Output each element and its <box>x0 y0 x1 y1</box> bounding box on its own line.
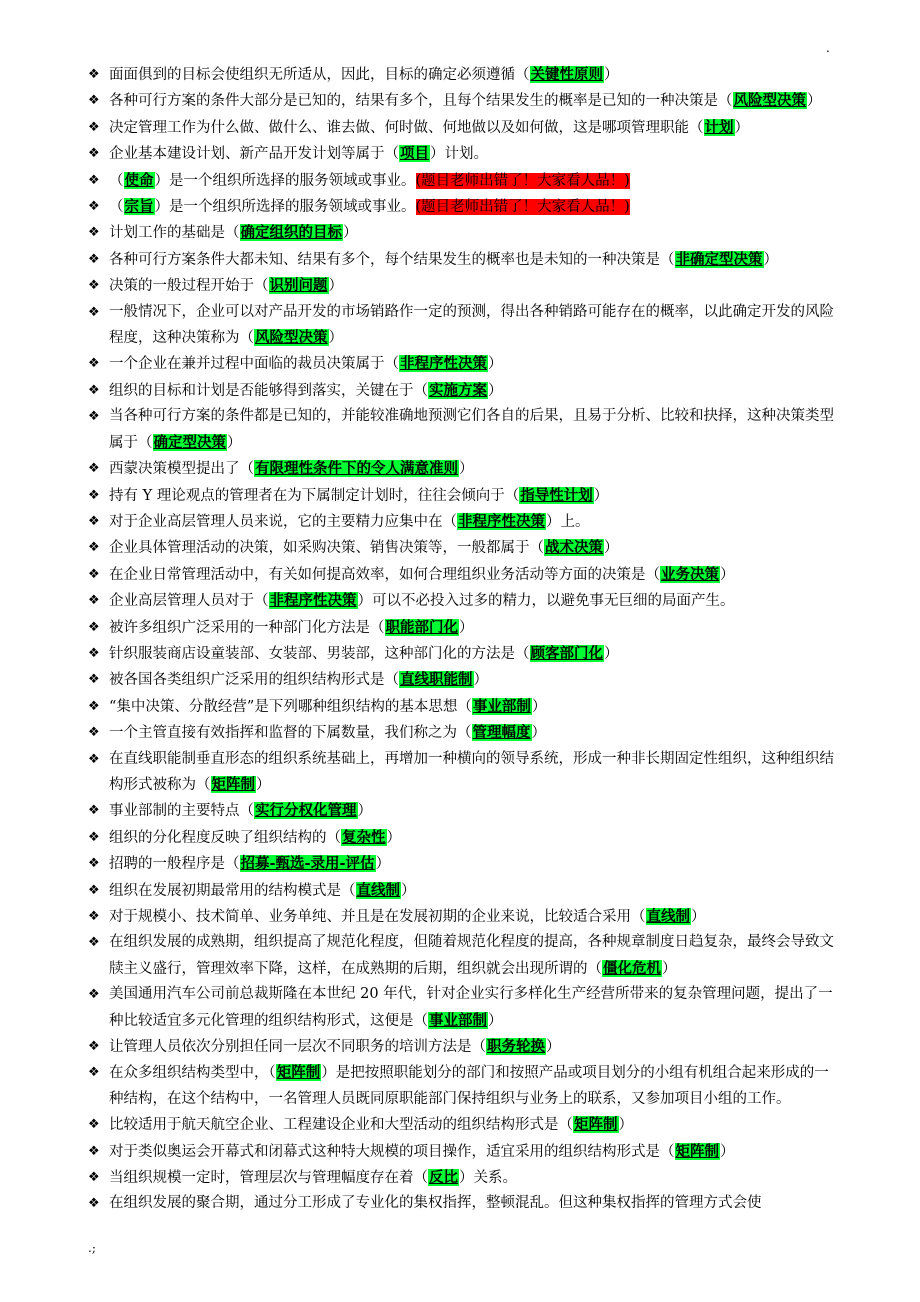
question-text-tail: ） <box>227 434 242 451</box>
question-text: 被各国各类组织广泛采用的组织结构形式是（ <box>109 672 399 689</box>
answer-highlight: 矩阵制 <box>675 1142 719 1160</box>
diamond-bullet-icon: ❖ <box>88 461 100 477</box>
question-text-tail: ） <box>604 540 619 557</box>
diamond-bullet-icon: ❖ <box>88 67 100 82</box>
question-text: 招聘的一般程序是（ <box>109 856 240 873</box>
diamond-bullet-icon: ❖ <box>88 593 100 609</box>
diamond-bullet-icon: ❖ <box>88 882 100 898</box>
diamond-bullet-icon: ❖ <box>88 909 100 924</box>
list-item <box>0 1060 920 1112</box>
question-text-tail: ） <box>459 619 474 636</box>
answer-highlight: 实行分权化管理 <box>255 802 357 820</box>
answer-highlight: 风险型决策 <box>255 329 328 347</box>
list-item <box>0 456 920 482</box>
list-item <box>0 351 920 377</box>
answer-highlight: 反比 <box>429 1169 458 1187</box>
diamond-bullet-icon: ❖ <box>88 725 100 741</box>
answer-highlight: 直线制 <box>356 881 400 899</box>
list-item <box>0 904 920 930</box>
answer-highlight: 招募-甄选-录用-评估 <box>240 855 375 873</box>
question-text-tail: ） <box>691 909 706 925</box>
question-text: 企业具体管理活动的决策，如采购决策、销售决策等，一般都属于（ <box>109 540 544 557</box>
question-text: 企业基本建设计划、新产品开发计划等属于（ <box>109 146 399 163</box>
list-item <box>0 483 920 509</box>
list-item <box>0 168 920 194</box>
question-text: 让管理人员依次分别担任同一层次不同职务的培训方法是（ <box>109 1039 486 1056</box>
question-text: 组织的分化程度反映了组织结构的（ <box>109 829 341 846</box>
list-item <box>0 878 920 904</box>
list-item <box>0 1034 920 1060</box>
diamond-bullet-icon: ❖ <box>88 829 100 845</box>
answer-highlight: 矩阵制 <box>574 1116 618 1134</box>
list-item <box>0 982 920 1034</box>
question-text-tail: ） <box>459 461 474 478</box>
question-text: 持有 Y 理论观点的管理者在为下属制定计划时，往往会倾向于（ <box>109 487 520 504</box>
question-text-tail: ） <box>734 119 749 136</box>
list-item <box>0 615 920 641</box>
diamond-bullet-icon: ❖ <box>88 119 100 135</box>
answer-highlight: 确定型决策 <box>153 433 226 451</box>
teacher-error-note: (题目老师出错了！大家看人品！) <box>415 199 630 216</box>
answer-highlight: 非程序性决策 <box>269 592 357 610</box>
list-item <box>0 1139 920 1165</box>
question-text-tail: ） <box>357 803 372 820</box>
question-text: 对于规模小、技术简单、业务单纯、并且是在发展初期的企业来说，比较适合采用（ <box>109 909 646 925</box>
question-text-tail: ） <box>720 1143 735 1160</box>
teacher-error-note: (题目老师出错了！大家看人品！) <box>415 172 630 189</box>
question-text: 面面俱到的目标会使组织无所适从，因此，目标的确定必须遵循（ <box>109 67 530 83</box>
answer-highlight: 管理幅度 <box>472 724 531 742</box>
question-text-tail: ）关系。 <box>459 1170 517 1187</box>
question-text-tail: ） <box>763 251 778 268</box>
question-text-tail: ） <box>618 1117 633 1134</box>
diamond-bullet-icon: ❖ <box>88 751 100 767</box>
question-text-tail: ） <box>604 645 619 662</box>
question-text-tail: ） <box>593 487 609 504</box>
question-text: （ <box>109 172 124 189</box>
question-text: 对于类似奥运会开幕式和闭幕式这种特大规模的项目操作，适宜采用的组织结构形式是（ <box>109 1143 675 1160</box>
question-text-tail: ） <box>343 225 358 242</box>
list-item <box>0 562 920 588</box>
answer-highlight: 风险型决策 <box>733 92 806 110</box>
question-text-tail: ）上。 <box>546 513 590 530</box>
diamond-bullet-icon: ❖ <box>88 566 100 582</box>
question-text-tail: ）是一个组织所选择的服务领域或事业。 <box>154 172 416 189</box>
question-text: “集中决策、分散经营”是下列哪种组织结构的基本思想（ <box>109 698 472 715</box>
answer-highlight: 职务轮换 <box>487 1038 545 1056</box>
answer-highlight: 确定组织的目标 <box>240 224 342 242</box>
question-text-tail: ）计划。 <box>430 146 488 163</box>
answer-highlight: 僵化危机 <box>603 959 661 977</box>
list-item <box>0 141 920 167</box>
question-text: 一个企业在兼并过程中面临的裁员决策属于（ <box>109 356 399 373</box>
list-item <box>0 720 920 746</box>
answer-highlight: 直线职能制 <box>400 671 473 689</box>
question-text: 在企业日常管理活动中，有关如何提高效率，如何合理组织业务活动等方面的决策是（ <box>109 566 660 583</box>
diamond-bullet-icon: ❖ <box>88 935 100 951</box>
question-text-tail: ） <box>488 1012 503 1029</box>
list-item <box>0 667 920 693</box>
answer-highlight: 非程序性决策 <box>400 355 487 373</box>
answer-highlight: 关键性原则 <box>530 66 603 83</box>
question-text-tail: ） <box>488 382 503 399</box>
question-text: （ <box>109 199 124 216</box>
question-text: 事业部制的主要特点（ <box>109 803 254 820</box>
diamond-bullet-icon: ❖ <box>88 1196 100 1212</box>
question-text-tail: ）是一个组织所选择的服务领域或事业。 <box>154 199 416 216</box>
answer-highlight: 矩阵制 <box>211 775 255 793</box>
list-item <box>0 247 920 273</box>
diamond-bullet-icon: ❖ <box>88 1039 100 1055</box>
question-text: 美国通用汽车公司前总裁斯隆在本世纪 20 年代，针对企业实行多样化生产经营所带来的复杂管理问题，提出了一种比较适宜多元化管理的组织结构形式，这便是（ <box>109 986 833 1029</box>
list-item <box>0 1112 920 1138</box>
question-text: 决策的一般过程开始于（ <box>109 278 269 295</box>
question-text-tail: ）可以不必投入过多的精力，以避免事无巨细的局面产生。 <box>357 593 735 610</box>
answer-highlight: 有限理性条件下的令人满意准则 <box>255 460 458 478</box>
diamond-bullet-icon: ❖ <box>88 513 100 529</box>
question-text: 各种可行方案条件大都未知、结果有多个，每个结果发生的概率也是未知的一种决策是（ <box>109 251 675 268</box>
answer-highlight: 识别问题 <box>269 277 328 295</box>
diamond-bullet-icon: ❖ <box>88 1143 100 1159</box>
question-text-tail: ） <box>546 1039 561 1056</box>
diamond-bullet-icon: ❖ <box>88 172 100 188</box>
list-item <box>0 825 920 851</box>
question-text-tail: ） <box>386 829 401 846</box>
list-item <box>0 930 920 982</box>
answer-highlight: 顾客部门化 <box>530 644 603 662</box>
list-item <box>0 115 920 141</box>
question-text: 比较适用于航天航空企业、工程建设企业和大型活动的组织结构形式是（ <box>109 1117 573 1134</box>
question-text: 一个主管直接有效指挥和监督的下属数量，我们称之为（ <box>109 725 472 742</box>
diamond-bullet-icon: ❖ <box>88 540 100 556</box>
list-item <box>0 1191 920 1216</box>
answer-highlight: 使命 <box>124 171 154 189</box>
list-item <box>0 273 920 299</box>
question-text-tail: ） <box>328 278 343 295</box>
question-text-tail: ） <box>604 67 619 83</box>
question-text-tail: ） <box>375 856 391 873</box>
page-mark-bottom: .; <box>88 1241 96 1255</box>
answer-highlight: 战术决策 <box>545 539 603 557</box>
diamond-bullet-icon: ❖ <box>88 225 100 241</box>
answer-highlight: 事业部制 <box>472 697 531 715</box>
question-text-tail: ） <box>531 725 546 742</box>
question-text: 在组织发展的成熟期，组织提高了规范化程度，但随着规范化程度的提高，各种规章制度日趋复杂，最终会导致文牍主义盛行，管理效率下降，这样，在成熟期的后期，组织就会出现所谓的（ <box>109 934 834 977</box>
diamond-bullet-icon: ❖ <box>88 356 100 372</box>
question-text: 各种可行方案的条件大部分是已知的，结果有多个，且每个结果发生的概率是已知的一种决策是（ <box>109 93 733 110</box>
question-text: 决定管理工作为什么做、做什么、谁去做、何时做、何地做以及如何做，这是哪项管理职能（ <box>109 119 704 136</box>
list-item <box>0 747 920 799</box>
list-item <box>0 300 920 352</box>
diamond-bullet-icon: ❖ <box>88 487 100 503</box>
question-text-tail: ） <box>256 776 271 793</box>
diamond-bullet-icon: ❖ <box>88 251 100 267</box>
question-text: 在组织发展的聚合期，通过分工形成了专业化的集权指挥，整顿混乱。但这种集权指挥的管理方式会使 <box>109 1195 762 1212</box>
question-text: 当组织规模一定时，管理层次与管理幅度存在着（ <box>109 1170 428 1187</box>
list-item <box>0 378 920 404</box>
answer-highlight: 计划 <box>704 118 734 136</box>
question-list <box>0 62 920 1217</box>
diamond-bullet-icon: ❖ <box>88 1170 100 1186</box>
question-text-tail: ） <box>720 566 735 583</box>
diamond-bullet-icon: ❖ <box>88 278 100 294</box>
list-item <box>0 851 920 877</box>
answer-highlight: 非程序性决策 <box>458 512 545 530</box>
question-text-tail: ） <box>328 330 343 347</box>
list-item <box>0 694 920 720</box>
diamond-bullet-icon: ❖ <box>88 672 100 688</box>
list-item <box>0 220 920 246</box>
diamond-bullet-icon: ❖ <box>88 803 100 819</box>
list-item <box>0 798 920 824</box>
question-text-tail: ）是把按照职能划分的部门和按照产品或项目划分的小组有机组合起来形成的一种结构，在这个结构中，一名管理人员既同原职能部门保持组织与业务上的联系，又参加项目小组的工作。 <box>109 1065 829 1107</box>
answer-highlight: 非确定型决策 <box>675 250 763 268</box>
list-item <box>0 194 920 220</box>
question-text: 企业高层管理人员对于（ <box>109 593 269 610</box>
list-item <box>0 1165 920 1191</box>
question-text-tail: ） <box>807 93 822 110</box>
question-text: 针织服装商店设童装部、女装部、男装部，这种部门化的方法是（ <box>109 645 530 662</box>
diamond-bullet-icon: ❖ <box>88 619 100 635</box>
diamond-bullet-icon: ❖ <box>88 304 100 320</box>
diamond-bullet-icon: ❖ <box>88 382 100 398</box>
list-item <box>0 641 920 667</box>
question-text: 对于企业高层管理人员来说，它的主要精力应集中在（ <box>109 513 457 530</box>
list-item <box>0 88 920 114</box>
diamond-bullet-icon: ❖ <box>88 1117 100 1133</box>
question-text: 在众多组织结构类型中，（ <box>109 1065 276 1082</box>
question-text-tail: ） <box>531 698 547 715</box>
diamond-bullet-icon: ❖ <box>88 409 100 425</box>
question-text: 计划工作的基础是（ <box>109 225 240 242</box>
diamond-bullet-icon: ❖ <box>88 199 100 215</box>
answer-highlight: 职能部门化 <box>385 618 458 636</box>
list-item <box>0 509 920 535</box>
question-text: 组织的目标和计划是否能够得到落实，关键在于（ <box>109 382 428 399</box>
list-item <box>0 62 920 88</box>
list-item <box>0 535 920 561</box>
diamond-bullet-icon: ❖ <box>88 856 100 872</box>
list-item <box>0 588 920 614</box>
answer-highlight: 业务决策 <box>661 565 719 583</box>
diamond-bullet-icon: ❖ <box>88 698 100 714</box>
diamond-bullet-icon: ❖ <box>88 146 100 162</box>
page-mark-top: . <box>826 41 830 55</box>
answer-highlight: 实施方案 <box>429 381 487 399</box>
question-text-tail: ） <box>401 882 416 899</box>
question-text: 西蒙决策模型提出了（ <box>109 461 254 478</box>
answer-highlight: 矩阵制 <box>276 1064 321 1082</box>
diamond-bullet-icon: ❖ <box>88 93 100 109</box>
question-text: 一般情况下，企业可以对产品开发的市场销路作一定的预测，得出各种销路可能存在的概率，以此确定开发的风险程度，这种决策称为（ <box>109 303 834 347</box>
question-text-tail: ） <box>488 356 503 373</box>
diamond-bullet-icon: ❖ <box>88 987 100 1003</box>
list-item <box>0 404 920 456</box>
question-text-tail: ） <box>473 672 488 689</box>
question-text: 当各种可行方案的条件都是已知的，并能较准确地预测它们各自的后果，且易于分析、比较和抉择，这种决策类型属于（ <box>109 408 834 451</box>
diamond-bullet-icon: ❖ <box>88 1065 100 1081</box>
question-text-tail: ） <box>662 960 677 977</box>
diamond-bullet-icon: ❖ <box>88 645 100 661</box>
question-text: 在直线职能制垂直形态的组织系统基础上，再增加一种横向的领导系统，形成一种非长期固定性组织，这种组织结构形式被称为（ <box>109 750 834 793</box>
answer-highlight: 事业部制 <box>429 1011 487 1029</box>
answer-highlight: 指导性计划 <box>520 486 593 504</box>
answer-highlight: 复杂性 <box>342 828 386 846</box>
answer-highlight: 项目 <box>400 145 429 163</box>
question-text: 组织在发展初期最常用的结构模式是（ <box>109 882 356 899</box>
answer-highlight: 直线制 <box>646 908 690 925</box>
question-text: 被许多组织广泛采用的一种部门化方法是（ <box>109 619 385 636</box>
answer-highlight: 宗旨 <box>124 198 154 216</box>
